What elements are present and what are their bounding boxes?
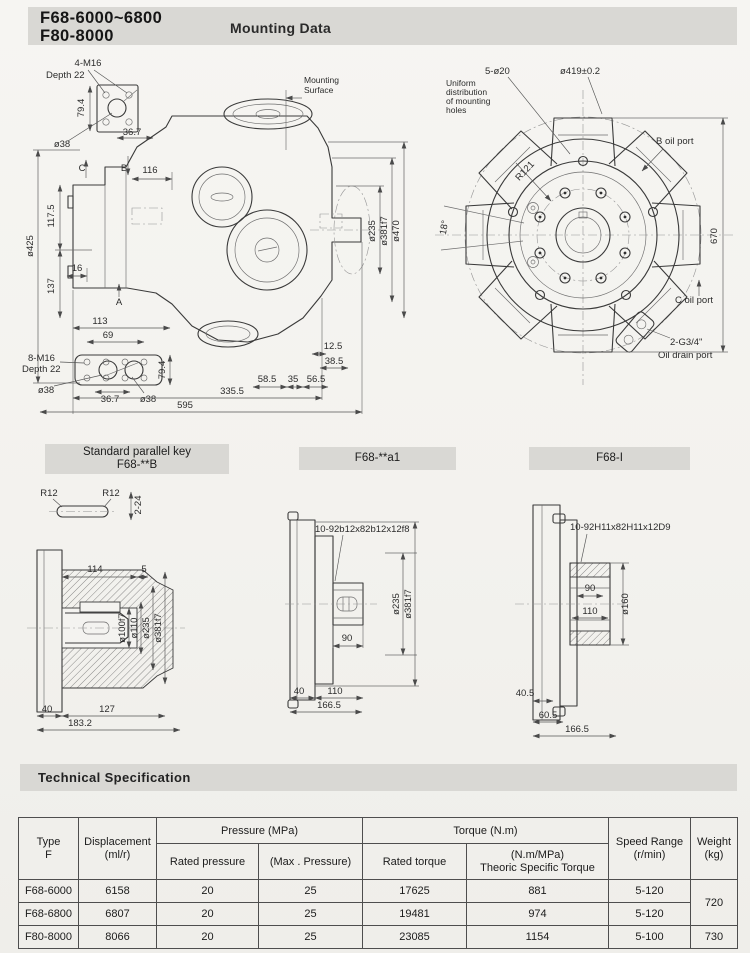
dia-381f7-label: ø381f7 xyxy=(379,216,390,246)
col-group-torque: Torque (N.m) xyxy=(363,818,609,844)
cell-rated-pressure: 20 xyxy=(157,880,259,903)
table-row xyxy=(19,926,738,949)
cell-rated-pressure: 20 xyxy=(157,926,259,949)
col-header-theoric-torque xyxy=(467,844,609,880)
dia-38-bottom-right-label: ø38 xyxy=(139,394,157,405)
cell-theoric-torque: 1154 xyxy=(467,926,609,949)
cell-max-pressure: 25 xyxy=(259,926,363,949)
col-header-weight xyxy=(691,818,738,880)
dia-425-label: ø425 xyxy=(25,235,36,257)
dim-69-label: 69 xyxy=(102,330,114,341)
detail-a1-drawing xyxy=(285,478,500,734)
dia-38-bottom-left-label: ø38 xyxy=(37,385,55,396)
weight-header-line2: (kg) xyxy=(704,848,724,861)
dim-35-label: 35 xyxy=(287,374,299,385)
cell-displacement: 6807 xyxy=(79,903,157,926)
spec-table xyxy=(18,817,738,949)
dim-79-4-bottom-label: 79.4 xyxy=(157,360,168,380)
dim-110-a1-label: 110 xyxy=(327,686,343,697)
table-row xyxy=(19,903,738,926)
dim-60-5-label: 60.5 xyxy=(538,710,558,721)
dim-12-5-label: 12.5 xyxy=(323,341,343,352)
section-band-a1 xyxy=(299,447,456,470)
speed-header-line2: (r/min) xyxy=(633,848,666,861)
dim-90-i-label: 90 xyxy=(584,583,596,594)
type-header-line2: F xyxy=(45,848,52,861)
type-header-line1: Type xyxy=(36,835,61,848)
cell-weight-f80: 730 xyxy=(691,926,738,949)
bottom-flange-detail xyxy=(22,353,170,405)
cell-theoric-torque: 974 xyxy=(467,903,609,926)
dim-166-5-a1-label: 166.5 xyxy=(317,700,341,711)
dia-235-a1-label: ø235 xyxy=(391,593,402,615)
col-header-rated-pressure: Rated pressure xyxy=(157,844,259,880)
dim-110-i-label: 110 xyxy=(582,606,598,617)
dim-335-5-label: 335.5 xyxy=(220,386,244,397)
motor-body-outline xyxy=(68,99,386,347)
dia-110-label: ø110 xyxy=(129,617,140,639)
dim-16-label: 16 xyxy=(71,263,83,274)
oil-drain-port-label: Oil drain port xyxy=(658,350,713,361)
col-header-type xyxy=(19,818,79,880)
detail-key-drawing xyxy=(25,478,285,740)
model-line-1: F68-6000~6800 xyxy=(40,9,163,27)
key-title-line1: Standard parallel key xyxy=(82,445,192,458)
dim-116-label: 116 xyxy=(142,165,158,176)
dia-38-top-label: ø38 xyxy=(53,139,71,150)
cell-rated-pressure: 20 xyxy=(157,903,259,926)
cell-speed: 5-120 xyxy=(609,903,691,926)
dim-56-5-label: 56.5 xyxy=(306,374,326,385)
drain-size-label: 2-G3/4" xyxy=(670,337,703,348)
port-c-label: C xyxy=(78,163,86,174)
cell-displacement: 6158 xyxy=(79,880,157,903)
col-header-displacement xyxy=(79,818,157,880)
section-band-parallel-key xyxy=(45,444,229,474)
dim-127-label: 127 xyxy=(99,704,115,715)
dim-58-5-label: 58.5 xyxy=(257,374,277,385)
speed-header-line1: Speed Range xyxy=(615,835,684,848)
dim-79-4-top-label: 79.4 xyxy=(76,98,87,118)
holes-5-d20-label: 5-ø20 xyxy=(485,66,510,77)
a1-geometry xyxy=(285,512,419,712)
dia-381f7-a1-label: ø381f7 xyxy=(403,589,414,619)
i-title: F68-I xyxy=(596,451,623,464)
theoric-header-line2: Theoric Specific Torque xyxy=(480,861,595,874)
model-line-2: F80-8000 xyxy=(40,27,114,45)
dim-40-key-label: 40 xyxy=(41,704,53,715)
uniform-note-line4: holes xyxy=(446,105,467,115)
side-view-drawing xyxy=(20,50,440,422)
cell-rated-torque: 19481 xyxy=(363,903,467,926)
dia-381f7-key-label: ø381f7 xyxy=(153,613,164,643)
top-flange-detail xyxy=(46,58,153,150)
top-flange-depth-label: Depth 22 xyxy=(46,70,85,81)
a1-title: F68-**a1 xyxy=(354,451,401,464)
dia-419-label: ø419±0.2 xyxy=(560,66,601,77)
cell-max-pressure: 25 xyxy=(259,880,363,903)
dim-117-5-label: 117.5 xyxy=(46,204,57,228)
dim-137-label: 137 xyxy=(46,278,57,294)
dim-36-7-bottom-label: 36.7 xyxy=(100,394,120,405)
dim-114-label: 114 xyxy=(87,564,103,575)
front-view-drawing xyxy=(430,50,750,395)
bottom-flange-depth-label: Depth 22 xyxy=(22,364,61,375)
section-band-i xyxy=(529,447,690,470)
uniform-note-line1: Uniform xyxy=(446,78,476,88)
radius-r121-label: R121 xyxy=(513,159,537,184)
key-section-label: 2-24 xyxy=(133,495,144,515)
dia-100f7-label: ø100f7 xyxy=(117,613,128,643)
dia-235-label: ø235 xyxy=(367,220,378,242)
col-header-max-pressure: (Max . Pressure) xyxy=(259,844,363,880)
dim-40-a1-label: 40 xyxy=(293,686,305,697)
uniform-note-line2: distribution xyxy=(446,87,488,97)
table-row xyxy=(19,880,738,903)
b-oil-port-label: B oil port xyxy=(656,136,694,147)
cell-type: F80-8000 xyxy=(19,926,79,949)
tech-spec-title: Technical Specification xyxy=(38,770,191,785)
a1-spline-label: 10-92b12x82b12x12f8 xyxy=(315,524,410,535)
cell-type: F68-6000 xyxy=(19,880,79,903)
r12-left-label: R12 xyxy=(40,488,58,499)
cell-type: F68-6800 xyxy=(19,903,79,926)
dim-670-label: 670 xyxy=(709,228,720,244)
cell-displacement: 8066 xyxy=(79,926,157,949)
cell-rated-torque: 23085 xyxy=(363,926,467,949)
port-a-label: A xyxy=(115,297,123,308)
dim-595-label: 595 xyxy=(177,400,193,411)
weight-header-line1: Weight xyxy=(696,835,732,848)
cell-speed: 5-100 xyxy=(609,926,691,949)
r12-right-label: R12 xyxy=(102,488,120,499)
dim-166-5-i-label: 166.5 xyxy=(565,724,589,735)
model-codes xyxy=(40,9,162,45)
dia-235-key-label: ø235 xyxy=(141,617,152,639)
dim-38-5-label: 38.5 xyxy=(324,356,344,367)
cell-theoric-torque: 881 xyxy=(467,880,609,903)
cell-speed: 5-120 xyxy=(609,880,691,903)
mounting-surface-note xyxy=(286,75,339,150)
page-title: Mounting Data xyxy=(230,20,332,36)
c-oil-port-label: C oil port xyxy=(675,295,714,306)
key-section-view xyxy=(27,550,185,730)
col-group-pressure: Pressure (MPa) xyxy=(157,818,363,844)
disp-header-line2: (ml/r) xyxy=(104,848,131,861)
dim-113-label: 113 xyxy=(92,316,108,327)
disp-header-line1: Displacement xyxy=(84,835,151,848)
detail-i-drawing xyxy=(515,478,750,740)
dim-5-label: 5 xyxy=(141,564,147,575)
key-plan-view xyxy=(40,488,144,520)
top-flange-bolts-label: 4-M16 xyxy=(74,58,102,69)
mounting-surface-line2: Surface xyxy=(304,85,334,95)
i-geometry xyxy=(515,505,671,736)
angle-18-label: 18° xyxy=(437,219,452,236)
dim-183-2-label: 183.2 xyxy=(68,718,92,729)
key-title-line2: F68-**B xyxy=(116,459,158,471)
dia-470-label: ø470 xyxy=(391,220,402,242)
bottom-flange-bolts-label: 8-M16 xyxy=(28,353,55,364)
uniform-note-line3: of mounting xyxy=(446,96,491,106)
cell-rated-torque: 17625 xyxy=(363,880,467,903)
dim-36-7-top-label: 36.7 xyxy=(122,127,142,138)
i-spline-label: 10-92H11x82H11x12D9 xyxy=(570,522,671,533)
theoric-header-line1: (N.m/MPa) xyxy=(510,848,565,861)
dia-160-label: ø160 xyxy=(620,593,631,615)
flange-bolts xyxy=(535,188,630,283)
cell-weight-f68: 720 xyxy=(691,880,738,926)
dim-90-a1-label: 90 xyxy=(341,633,353,644)
col-header-speed xyxy=(609,818,691,880)
mounting-surface-line1: Mounting xyxy=(304,75,339,85)
port-b-label: B xyxy=(120,163,128,174)
cell-max-pressure: 25 xyxy=(259,903,363,926)
col-header-rated-torque: Rated torque xyxy=(363,844,467,880)
dim-40-5-label: 40.5 xyxy=(515,688,535,699)
